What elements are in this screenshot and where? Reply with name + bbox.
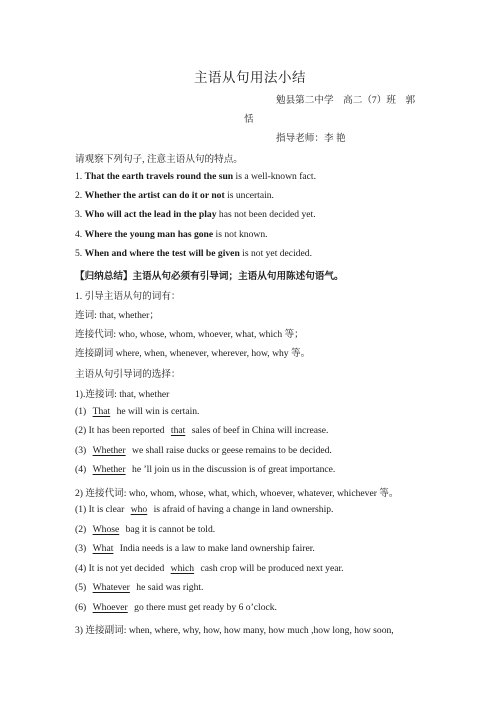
part1-item-3: (3) Whether we shall raise ducks or geese remains to be decided. [75,445,332,456]
part2-heading: 2) 连接代词: who, whom, whose, what, which, whoever, whatever, whichever 等。 [75,488,399,499]
part1-item-4: (4) Whether he ’ll join us in the discussion is of great importance. [75,464,336,475]
example-3: 3. Who will act the lead in the play has not been decided yet. [75,209,316,220]
teacher-line: 指导老师：李 艳 [276,133,346,144]
part1-heading: 1).连接词: that, whether [75,389,170,400]
pronoun-line: 连接代词: who, whose, whom, whoever, what, which 等； [75,329,304,340]
part2-item-6: (6) Whoever go there must get ready by 6 o’clock. [75,602,277,613]
school-class-line: 勉县第二中学 高二（7）班 郭 [276,95,416,106]
intro-text: 请观察下列句子, 注意主语从句的特点。 [75,154,243,165]
example-5: 5. When and where the test will be given is not yet decided. [75,248,312,259]
part1-item-1: (1) That he will win is certain. [75,406,200,417]
part2-item-2: (2) Whose bag it is cannot be told. [75,524,216,535]
document-title: 主语从句用法小结 [194,70,306,85]
section1-heading: 1. 引导主语从句的词有： [75,291,181,302]
example-4: 4. Where the young man has gone is not known. [75,229,268,240]
choice-heading: 主语从句引导词的选择： [75,369,181,380]
part2-item-3: (3) What India needs is a law to make land ownership fairer. [75,543,315,554]
summary-text: 【归纳总结】主语从句必须有引导词；主语从句用陈述句语气。 [75,271,344,282]
part1-item-2: (2) It has been reported that sales of beef in China will increase. [75,425,329,436]
part2-item-4: (4) It is not yet decided which cash crop will be produced next year. [75,563,344,574]
example-2: 2. Whether the artist can do it or not is uncertain. [75,190,274,201]
part3-heading: 3) 连接副词: when, where, why, how, how many, how much ,how long, how soon, [75,625,394,636]
adverb-line: 连接副词 where, when, whenever, wherever, how, why 等。 [75,348,311,359]
author-name-continued: 恬 [244,114,254,125]
example-1: 1. That the earth travels round the sun is a well-known fact. [75,171,316,182]
conjunction-line: 连词: that, whether； [75,310,159,321]
part2-item-1: (1) It is clear who is afraid of having a change in land ownership. [75,504,334,515]
part2-item-5: (5) Whatever he said was right. [75,582,204,593]
